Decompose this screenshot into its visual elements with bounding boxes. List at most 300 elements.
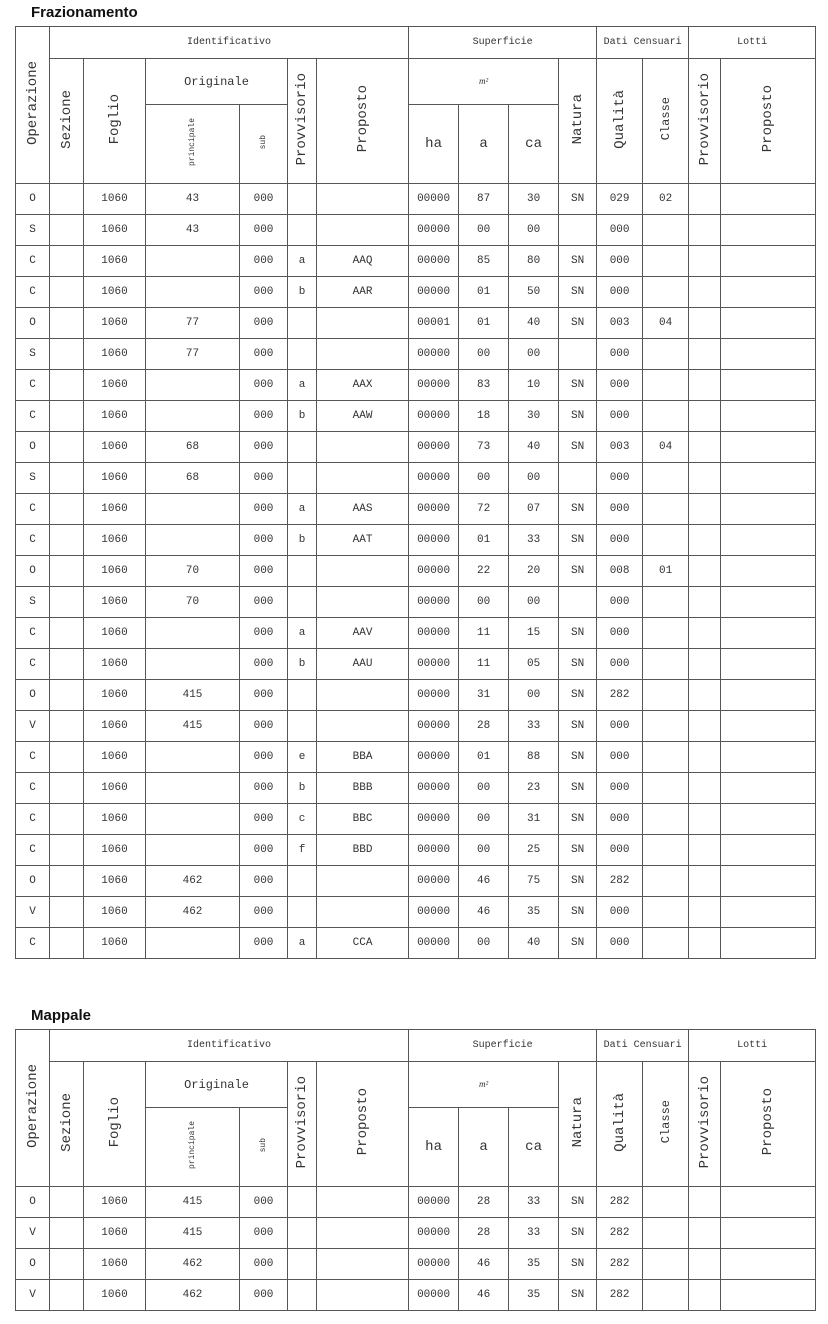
cell-provvisorio: b	[288, 277, 317, 308]
cell-classe: 04	[643, 308, 689, 339]
cell-a: 28	[459, 1218, 509, 1249]
cell-classe	[643, 1187, 689, 1218]
cell-lotti-proposto	[721, 773, 816, 804]
cell-operazione: O	[16, 1249, 50, 1280]
cell-proposto	[317, 1280, 409, 1311]
cell-sezione	[50, 494, 84, 525]
cell-lotti-provvisorio	[689, 277, 721, 308]
cell-lotti-proposto	[721, 680, 816, 711]
cell-ca: 10	[509, 370, 559, 401]
cell-natura	[559, 215, 597, 246]
cell-natura: SN	[559, 432, 597, 463]
cell-sezione	[50, 1249, 84, 1280]
cell-classe	[643, 618, 689, 649]
cell-lotti-proposto	[721, 1280, 816, 1311]
cell-classe	[643, 1249, 689, 1280]
mappale-table	[15, 1029, 816, 1311]
cell-natura: SN	[559, 494, 597, 525]
cell-qualita: 000	[597, 277, 643, 308]
cell-provvisorio	[288, 711, 317, 742]
cell-foglio: 1060	[84, 866, 146, 897]
table-row	[16, 432, 816, 463]
cell-ha: 00000	[409, 1187, 459, 1218]
cell-principale: 70	[146, 556, 240, 587]
cell-qualita: 282	[597, 1249, 643, 1280]
cell-provvisorio: b	[288, 649, 317, 680]
cell-operazione: C	[16, 773, 50, 804]
cell-a: 01	[459, 308, 509, 339]
table-row	[16, 370, 816, 401]
col-a: a	[459, 105, 509, 184]
cell-sezione	[50, 556, 84, 587]
cell-principale: 68	[146, 432, 240, 463]
cell-sezione	[50, 339, 84, 370]
cell-operazione: O	[16, 556, 50, 587]
cell-a: 01	[459, 277, 509, 308]
cell-operazione: C	[16, 618, 50, 649]
cell-natura	[559, 463, 597, 494]
col-ca: ca	[509, 105, 559, 184]
cell-provvisorio	[288, 680, 317, 711]
cell-sezione	[50, 1280, 84, 1311]
cell-classe	[643, 463, 689, 494]
cell-ha: 00000	[409, 773, 459, 804]
col-qualita: Qualità	[597, 1062, 643, 1187]
cell-lotti-provvisorio	[689, 525, 721, 556]
cell-a: 00	[459, 835, 509, 866]
table-row	[16, 215, 816, 246]
cell-principale	[146, 928, 240, 959]
cell-principale	[146, 246, 240, 277]
cell-foglio: 1060	[84, 556, 146, 587]
cell-operazione: O	[16, 184, 50, 215]
cell-qualita: 000	[597, 835, 643, 866]
cell-ca: 35	[509, 897, 559, 928]
cell-lotti-proposto	[721, 463, 816, 494]
cell-lotti-provvisorio	[689, 742, 721, 773]
table-row	[16, 1249, 816, 1280]
cell-provvisorio: c	[288, 804, 317, 835]
col-classe: Classe	[643, 1062, 689, 1187]
cell-foglio: 1060	[84, 308, 146, 339]
cell-sub: 000	[240, 897, 288, 928]
cell-qualita: 282	[597, 1218, 643, 1249]
cell-sezione	[50, 742, 84, 773]
cell-ca: 40	[509, 928, 559, 959]
cell-natura	[559, 587, 597, 618]
cell-principale	[146, 773, 240, 804]
group-identificativo: Identificativo	[50, 1030, 409, 1062]
cell-ha: 00000	[409, 184, 459, 215]
cell-ha: 00000	[409, 897, 459, 928]
cell-provvisorio: f	[288, 835, 317, 866]
cell-sub: 000	[240, 742, 288, 773]
cell-provvisorio	[288, 308, 317, 339]
cell-proposto	[317, 587, 409, 618]
cell-ca: 00	[509, 587, 559, 618]
cell-ha: 00000	[409, 1218, 459, 1249]
cell-qualita: 000	[597, 742, 643, 773]
table-row	[16, 556, 816, 587]
cell-proposto	[317, 339, 409, 370]
cell-foglio: 1060	[84, 649, 146, 680]
cell-sezione	[50, 897, 84, 928]
cell-ha: 00000	[409, 587, 459, 618]
cell-a: 46	[459, 1280, 509, 1311]
cell-operazione: S	[16, 339, 50, 370]
table-row	[16, 680, 816, 711]
table-row	[16, 928, 816, 959]
cell-lotti-provvisorio	[689, 928, 721, 959]
cell-sub: 000	[240, 1249, 288, 1280]
cell-proposto: BBA	[317, 742, 409, 773]
cell-qualita: 000	[597, 587, 643, 618]
cell-foglio: 1060	[84, 680, 146, 711]
cell-a: 00	[459, 463, 509, 494]
cell-a: 85	[459, 246, 509, 277]
cell-sezione	[50, 463, 84, 494]
cell-sezione	[50, 215, 84, 246]
table-row	[16, 587, 816, 618]
cell-qualita: 000	[597, 246, 643, 277]
cell-classe	[643, 773, 689, 804]
cell-natura: SN	[559, 1218, 597, 1249]
table-row	[16, 1280, 816, 1311]
col-sezione: Sezione	[50, 1062, 84, 1187]
cell-lotti-proposto	[721, 1218, 816, 1249]
cell-classe	[643, 804, 689, 835]
cell-proposto: AAV	[317, 618, 409, 649]
cell-principale: 70	[146, 587, 240, 618]
cell-operazione: O	[16, 308, 50, 339]
cell-ca: 40	[509, 308, 559, 339]
cell-operazione: C	[16, 525, 50, 556]
cell-natura: SN	[559, 649, 597, 680]
cell-sezione	[50, 618, 84, 649]
cell-lotti-proposto	[721, 556, 816, 587]
cell-a: 00	[459, 339, 509, 370]
cell-sub: 000	[240, 711, 288, 742]
cell-operazione: C	[16, 246, 50, 277]
cell-a: 72	[459, 494, 509, 525]
cell-ca: 05	[509, 649, 559, 680]
cell-provvisorio: a	[288, 370, 317, 401]
cell-sezione	[50, 680, 84, 711]
cell-lotti-provvisorio	[689, 618, 721, 649]
cell-ca: 33	[509, 1218, 559, 1249]
cell-foglio: 1060	[84, 742, 146, 773]
cell-natura: SN	[559, 184, 597, 215]
cell-sub: 000	[240, 1280, 288, 1311]
cell-ha: 00000	[409, 1280, 459, 1311]
cell-qualita: 000	[597, 773, 643, 804]
cell-foglio: 1060	[84, 804, 146, 835]
col-principale: principale	[146, 105, 240, 184]
cell-proposto	[317, 1249, 409, 1280]
cell-sub: 000	[240, 835, 288, 866]
cell-lotti-proposto	[721, 215, 816, 246]
col-lotti-provvisorio: Provvisorio	[689, 59, 721, 184]
cell-ha: 00000	[409, 525, 459, 556]
cell-natura: SN	[559, 711, 597, 742]
cell-provvisorio: a	[288, 928, 317, 959]
cell-classe	[643, 494, 689, 525]
cell-ca: 25	[509, 835, 559, 866]
cell-provvisorio	[288, 587, 317, 618]
cell-sub: 000	[240, 928, 288, 959]
cell-classe	[643, 866, 689, 897]
cell-sub: 000	[240, 277, 288, 308]
cell-provvisorio: b	[288, 525, 317, 556]
cell-principale: 415	[146, 1187, 240, 1218]
cell-sezione	[50, 835, 84, 866]
cell-foglio: 1060	[84, 339, 146, 370]
cell-qualita: 000	[597, 618, 643, 649]
cell-natura	[559, 339, 597, 370]
cell-qualita: 000	[597, 401, 643, 432]
cell-foglio: 1060	[84, 277, 146, 308]
cell-proposto	[317, 711, 409, 742]
cell-operazione: O	[16, 432, 50, 463]
cell-lotti-proposto	[721, 401, 816, 432]
cell-provvisorio: e	[288, 742, 317, 773]
cell-ca: 35	[509, 1280, 559, 1311]
cell-ca: 33	[509, 711, 559, 742]
cell-provvisorio	[288, 215, 317, 246]
cell-lotti-provvisorio	[689, 711, 721, 742]
col-provvisorio: Provvisorio	[288, 1062, 317, 1187]
cell-sub: 000	[240, 432, 288, 463]
cell-sub: 000	[240, 866, 288, 897]
cell-principale: 415	[146, 711, 240, 742]
cell-foglio: 1060	[84, 711, 146, 742]
cell-principale: 68	[146, 463, 240, 494]
cell-foglio: 1060	[84, 370, 146, 401]
cell-classe: 01	[643, 556, 689, 587]
cell-principale: 43	[146, 215, 240, 246]
cell-provvisorio: a	[288, 246, 317, 277]
group-dati-censuari: Dati Censuari	[597, 1030, 689, 1062]
cell-a: 00	[459, 804, 509, 835]
cell-principale: 462	[146, 1280, 240, 1311]
table-row	[16, 339, 816, 370]
col-sub: sub	[240, 105, 288, 184]
cell-classe	[643, 215, 689, 246]
cell-a: 31	[459, 680, 509, 711]
cell-sub: 000	[240, 339, 288, 370]
cell-lotti-provvisorio	[689, 866, 721, 897]
cell-sub: 000	[240, 1218, 288, 1249]
cell-classe	[643, 928, 689, 959]
cell-classe	[643, 1218, 689, 1249]
table-row	[16, 866, 816, 897]
col-sub: sub	[240, 1108, 288, 1187]
cell-sub: 000	[240, 773, 288, 804]
group-originale: Originale	[146, 1062, 288, 1108]
cell-lotti-proposto	[721, 277, 816, 308]
cell-qualita: 003	[597, 432, 643, 463]
cell-ha: 00000	[409, 401, 459, 432]
cell-a: 01	[459, 742, 509, 773]
col-provvisorio: Provvisorio	[288, 59, 317, 184]
cell-proposto: AAW	[317, 401, 409, 432]
cell-ca: 31	[509, 804, 559, 835]
col-proposto: Proposto	[317, 59, 409, 184]
cell-proposto: AAQ	[317, 246, 409, 277]
table-row	[16, 401, 816, 432]
cell-principale	[146, 525, 240, 556]
cell-foglio: 1060	[84, 1280, 146, 1311]
cell-sezione	[50, 1218, 84, 1249]
section-title-mappale: Mappale	[31, 1007, 92, 1024]
cell-foglio: 1060	[84, 246, 146, 277]
cell-classe	[643, 680, 689, 711]
cell-lotti-provvisorio	[689, 587, 721, 618]
cell-foglio: 1060	[84, 494, 146, 525]
cell-lotti-proposto	[721, 339, 816, 370]
cell-lotti-proposto	[721, 432, 816, 463]
cell-sub: 000	[240, 804, 288, 835]
cell-lotti-provvisorio	[689, 432, 721, 463]
cell-provvisorio	[288, 432, 317, 463]
cell-lotti-proposto	[721, 308, 816, 339]
table-row	[16, 246, 816, 277]
cell-sezione	[50, 649, 84, 680]
cell-sezione	[50, 308, 84, 339]
cell-classe	[643, 277, 689, 308]
cell-classe	[643, 370, 689, 401]
cell-principale	[146, 804, 240, 835]
cell-natura: SN	[559, 928, 597, 959]
cell-operazione: O	[16, 680, 50, 711]
cell-ca: 20	[509, 556, 559, 587]
cell-ha: 00000	[409, 680, 459, 711]
cell-sezione	[50, 277, 84, 308]
cell-sezione	[50, 804, 84, 835]
cell-foglio: 1060	[84, 618, 146, 649]
cell-ca: 00	[509, 339, 559, 370]
table-row	[16, 835, 816, 866]
cell-qualita: 008	[597, 556, 643, 587]
cell-ca: 35	[509, 1249, 559, 1280]
cell-lotti-provvisorio	[689, 835, 721, 866]
cell-ha: 00000	[409, 277, 459, 308]
cell-principale: 415	[146, 1218, 240, 1249]
cell-lotti-provvisorio	[689, 246, 721, 277]
cell-principale: 77	[146, 308, 240, 339]
cell-foglio: 1060	[84, 463, 146, 494]
cell-classe	[643, 339, 689, 370]
col-qualita: Qualità	[597, 59, 643, 184]
cell-lotti-proposto	[721, 370, 816, 401]
cell-classe	[643, 246, 689, 277]
cell-lotti-proposto	[721, 928, 816, 959]
cell-proposto: BBD	[317, 835, 409, 866]
cell-operazione: C	[16, 804, 50, 835]
cell-provvisorio	[288, 463, 317, 494]
cell-principale: 43	[146, 184, 240, 215]
cell-ca: 75	[509, 866, 559, 897]
cell-lotti-provvisorio	[689, 339, 721, 370]
cell-lotti-proposto	[721, 804, 816, 835]
table-row	[16, 308, 816, 339]
cell-ha: 00000	[409, 649, 459, 680]
cell-foglio: 1060	[84, 587, 146, 618]
cell-sub: 000	[240, 525, 288, 556]
cell-principale: 415	[146, 680, 240, 711]
cell-lotti-proposto	[721, 494, 816, 525]
cell-foglio: 1060	[84, 1218, 146, 1249]
cell-ha: 00000	[409, 742, 459, 773]
cell-provvisorio	[288, 339, 317, 370]
table-row	[16, 773, 816, 804]
cell-natura: SN	[559, 618, 597, 649]
cell-classe	[643, 835, 689, 866]
table-row	[16, 618, 816, 649]
col-natura: Natura	[559, 59, 597, 184]
cell-natura: SN	[559, 1249, 597, 1280]
cell-qualita: 000	[597, 897, 643, 928]
cell-ca: 33	[509, 525, 559, 556]
cell-qualita: 000	[597, 649, 643, 680]
cell-classe	[643, 711, 689, 742]
cell-lotti-proposto	[721, 835, 816, 866]
cell-lotti-provvisorio	[689, 1218, 721, 1249]
cell-sub: 000	[240, 184, 288, 215]
cell-operazione: O	[16, 1187, 50, 1218]
cell-provvisorio: b	[288, 401, 317, 432]
cell-lotti-proposto	[721, 866, 816, 897]
cell-natura: SN	[559, 804, 597, 835]
cell-sub: 000	[240, 649, 288, 680]
cell-operazione: C	[16, 370, 50, 401]
cell-qualita: 282	[597, 866, 643, 897]
table-row	[16, 649, 816, 680]
cell-lotti-provvisorio	[689, 184, 721, 215]
cell-lotti-proposto	[721, 618, 816, 649]
cell-lotti-provvisorio	[689, 494, 721, 525]
cell-lotti-provvisorio	[689, 1249, 721, 1280]
frazionamento-table	[15, 26, 816, 959]
cell-principale	[146, 494, 240, 525]
cell-lotti-proposto	[721, 1249, 816, 1280]
cell-proposto	[317, 1218, 409, 1249]
cell-provvisorio	[288, 556, 317, 587]
cell-sezione	[50, 246, 84, 277]
cell-principale: 462	[146, 897, 240, 928]
cell-sub: 000	[240, 556, 288, 587]
cell-qualita: 003	[597, 308, 643, 339]
cell-principale	[146, 618, 240, 649]
col-a: a	[459, 1108, 509, 1187]
cell-principale	[146, 835, 240, 866]
cell-ha: 00000	[409, 246, 459, 277]
cell-operazione: V	[16, 1218, 50, 1249]
cell-foglio: 1060	[84, 773, 146, 804]
cell-natura: SN	[559, 246, 597, 277]
cell-proposto	[317, 1187, 409, 1218]
cell-sub: 000	[240, 587, 288, 618]
section-title-frazionamento: Frazionamento	[31, 4, 138, 21]
cell-ca: 50	[509, 277, 559, 308]
cell-sezione	[50, 711, 84, 742]
cell-principale: 462	[146, 1249, 240, 1280]
cell-operazione: V	[16, 711, 50, 742]
table-row	[16, 463, 816, 494]
cell-operazione: C	[16, 277, 50, 308]
cell-lotti-provvisorio	[689, 1187, 721, 1218]
cell-sezione	[50, 1187, 84, 1218]
